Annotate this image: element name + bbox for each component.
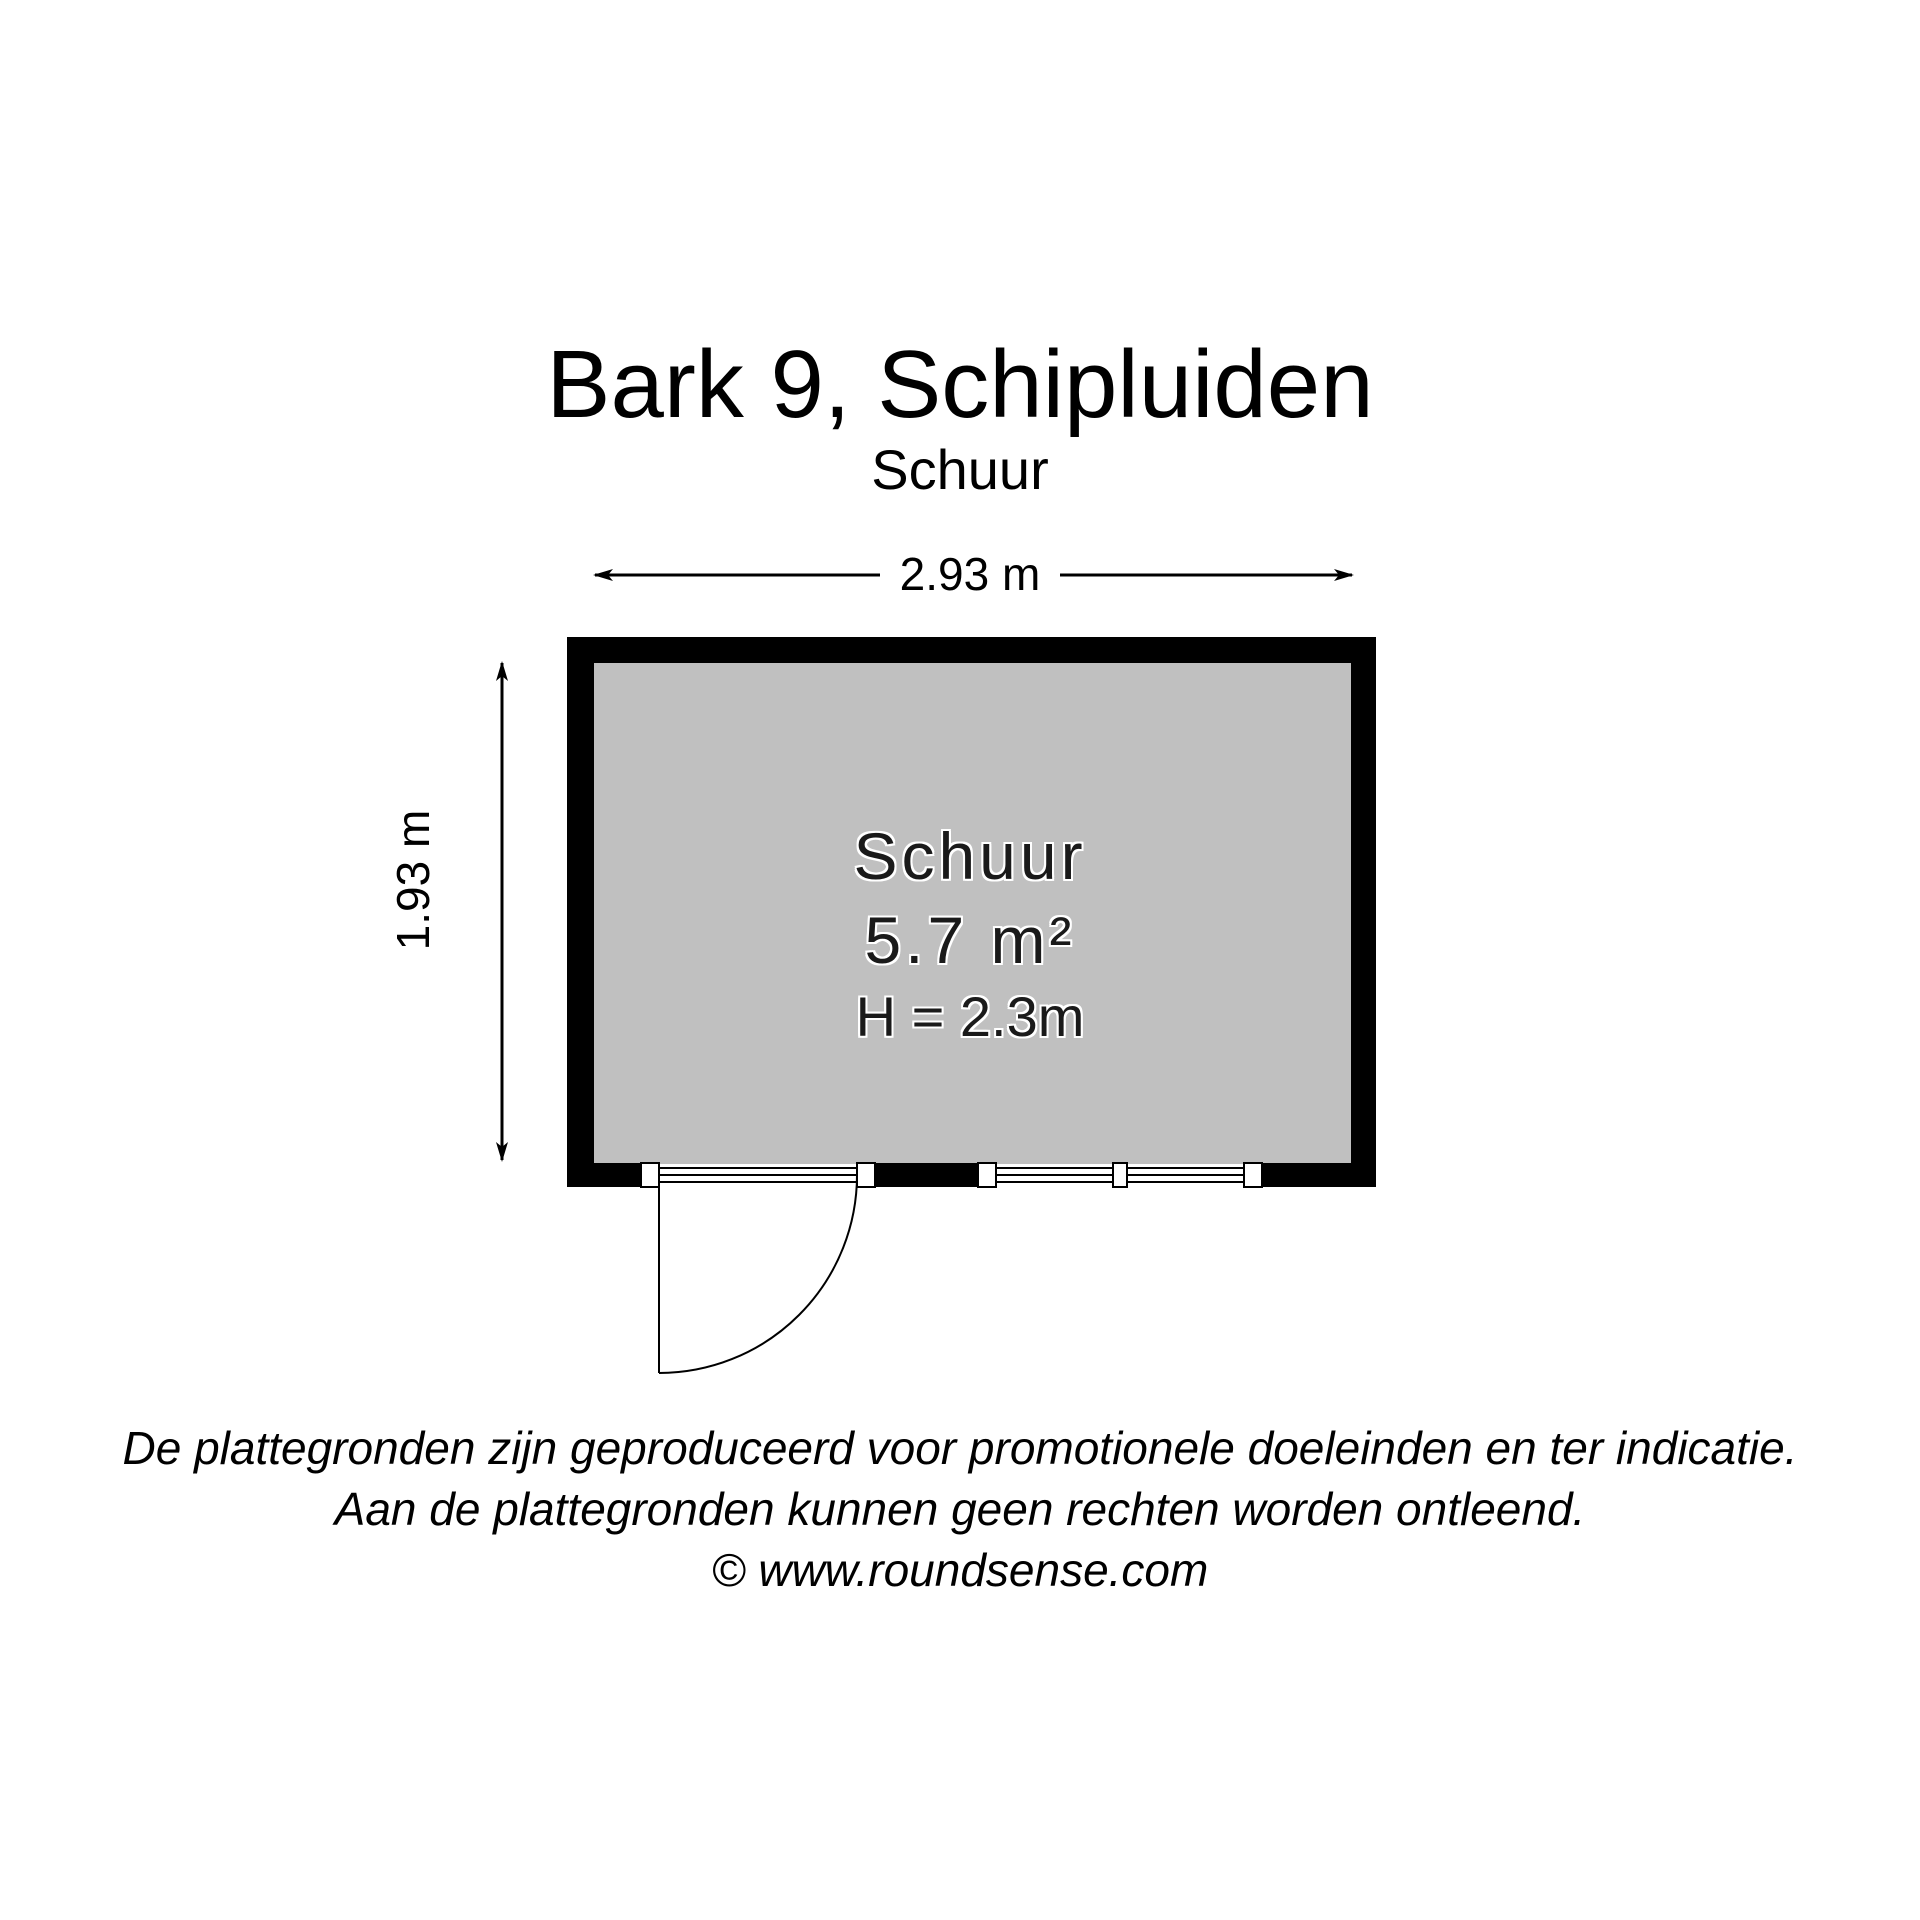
copyright-line: © www.roundsense.com — [711, 1544, 1209, 1596]
disclaimer-line-2: Aan de plattegronden kunnen geen rechten worden ontleend. — [334, 1483, 1586, 1535]
page-subtitle: Schuur — [871, 438, 1049, 501]
window — [978, 1163, 1262, 1187]
width-dimension-label: 2.93 m — [880, 546, 1060, 602]
room-area: 5.7 m² — [864, 903, 1076, 977]
page-title: Bark 9, Schipluiden — [546, 331, 1374, 438]
disclaimer-line-1: De plattegronden zijn geproduceerd voor promotionele doeleinden en ter indicatie. — [122, 1422, 1798, 1474]
door — [641, 1163, 875, 1373]
depth-dimension-label: 1.93 m — [385, 790, 441, 970]
room-height: H = 2.3m — [855, 985, 1085, 1048]
room-name: Schuur — [853, 819, 1087, 893]
